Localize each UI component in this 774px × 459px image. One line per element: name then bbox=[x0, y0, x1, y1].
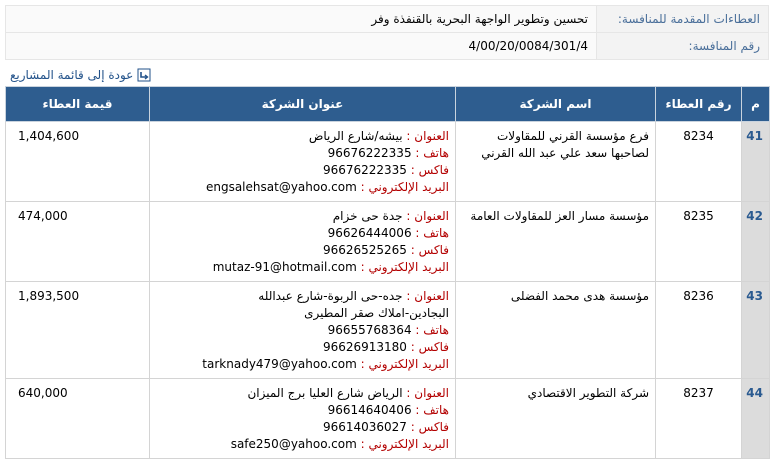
email-line-value: engsalehsat@yahoo.com bbox=[205, 180, 357, 194]
header-company-name[interactable]: اسم الشركة bbox=[456, 87, 656, 122]
company-name bbox=[456, 202, 656, 282]
email-line-label: البريد الإلكتروني : bbox=[356, 180, 449, 194]
bid-number: 8237 bbox=[656, 379, 742, 459]
bid-number: 8234 bbox=[656, 122, 742, 202]
fax-line-label: فاكس : bbox=[406, 420, 449, 434]
fax-line-value: 96626913180 bbox=[322, 340, 407, 354]
company-name-line: مؤسسة مسار العز للمقاولات العامة bbox=[470, 209, 649, 223]
address-line-value: الرياض شارع العليا برج الميزان bbox=[247, 386, 403, 400]
company-name bbox=[456, 122, 656, 202]
phone-line bbox=[156, 225, 449, 242]
email-line-label: البريد الإلكتروني : bbox=[356, 437, 449, 451]
fax-line bbox=[156, 419, 449, 436]
address-line-cont: البجادين-املاك صقر المطيرى bbox=[304, 306, 449, 320]
competition-number-label: رقم المنافسة: bbox=[597, 33, 769, 60]
phone-line-label: هاتف : bbox=[411, 226, 449, 240]
competition-title: تحسين وتطوير الواجهة البحرية بالقنفذة وفر bbox=[6, 6, 597, 33]
phone-line bbox=[156, 145, 449, 162]
fax-line-value: 96626525265 bbox=[322, 243, 407, 257]
fax-line-label: فاكس : bbox=[406, 163, 449, 177]
phone-line bbox=[156, 402, 449, 419]
competition-info bbox=[5, 5, 769, 60]
address-line bbox=[156, 128, 449, 145]
address-line-label: العنوان : bbox=[402, 289, 449, 303]
row-index[interactable]: 43 bbox=[742, 282, 770, 379]
table-row bbox=[6, 282, 770, 379]
company-address bbox=[150, 122, 456, 202]
address-line-label: العنوان : bbox=[402, 209, 449, 223]
fax-line bbox=[156, 242, 449, 259]
bid-value: 1,404,600 bbox=[6, 122, 150, 202]
company-name-line: فرع مؤسسة القرني للمقاولات bbox=[496, 129, 649, 143]
email-line bbox=[156, 436, 449, 453]
email-line-label: البريد الإلكتروني : bbox=[356, 260, 449, 274]
phone-line-label: هاتف : bbox=[411, 323, 449, 337]
fax-line-value: 96676222335 bbox=[322, 163, 407, 177]
address-line bbox=[156, 385, 449, 402]
address-line bbox=[156, 288, 449, 305]
address-line-label: العنوان : bbox=[402, 386, 449, 400]
company-name-line: لصاحبها سعد علي عبد الله القرني bbox=[481, 146, 649, 160]
email-line bbox=[156, 179, 449, 196]
table-row bbox=[6, 379, 770, 459]
address-line bbox=[156, 208, 449, 225]
email-line-value: tarknady479@yahoo.com bbox=[202, 357, 357, 371]
bid-number: 8235 bbox=[656, 202, 742, 282]
bid-value: 1,893,500 bbox=[6, 282, 150, 379]
phone-line-value: 96626444006 bbox=[327, 226, 412, 240]
company-name bbox=[456, 282, 656, 379]
email-line-value: safe250@yahoo.com bbox=[230, 437, 357, 451]
email-line bbox=[156, 356, 449, 373]
email-line-label: البريد الإلكتروني : bbox=[356, 357, 449, 371]
bid-number: 8236 bbox=[656, 282, 742, 379]
phone-line-value: 96676222335 bbox=[327, 146, 412, 160]
fax-line-label: فاكس : bbox=[406, 243, 449, 257]
header-index[interactable]: م bbox=[742, 87, 770, 122]
phone-line-label: هاتف : bbox=[411, 403, 449, 417]
row-index[interactable]: 42 bbox=[742, 202, 770, 282]
offers-label: العطاءات المقدمة للمنافسة: bbox=[597, 6, 769, 33]
address-line-value: بيشه/شارع الرياض bbox=[308, 129, 403, 143]
back-arrow-icon bbox=[137, 68, 151, 82]
phone-line-value: 96614640406 bbox=[327, 403, 412, 417]
header-company-address[interactable]: عنوان الشركة bbox=[150, 87, 456, 122]
competition-number: 4/00/20/0084/301/4 bbox=[6, 33, 597, 60]
phone-line-value: 96655768364 bbox=[327, 323, 412, 337]
phone-line-label: هاتف : bbox=[411, 146, 449, 160]
email-line-value: mutaz-91@hotmail.com bbox=[212, 260, 357, 274]
phone-line bbox=[156, 322, 449, 339]
fax-line-label: فاكس : bbox=[406, 340, 449, 354]
company-address bbox=[150, 379, 456, 459]
back-to-projects-link[interactable] bbox=[10, 66, 151, 84]
fax-line-value: 96614036027 bbox=[322, 420, 407, 434]
address-line-value: جده-حى الربوة-شارع عبدالله bbox=[258, 289, 403, 303]
address-line-label: العنوان : bbox=[402, 129, 449, 143]
email-line bbox=[156, 259, 449, 276]
header-bid-number[interactable]: رقم العطاء bbox=[656, 87, 742, 122]
bid-value: 474,000 bbox=[6, 202, 150, 282]
table-header-row bbox=[6, 87, 770, 122]
fax-line bbox=[156, 339, 449, 356]
table-row bbox=[6, 122, 770, 202]
bid-value: 640,000 bbox=[6, 379, 150, 459]
offers-table bbox=[5, 86, 770, 459]
company-address bbox=[150, 202, 456, 282]
company-name bbox=[456, 379, 656, 459]
fax-line bbox=[156, 162, 449, 179]
company-address bbox=[150, 282, 456, 379]
company-name-line: مؤسسة هدى محمد الفضلى bbox=[510, 289, 649, 303]
row-index[interactable]: 41 bbox=[742, 122, 770, 202]
table-row bbox=[6, 202, 770, 282]
address-line-value: جدة حى خزام bbox=[332, 209, 403, 223]
header-bid-value[interactable]: قيمة العطاء bbox=[6, 87, 150, 122]
back-link-label: عودة إلى قائمة المشاريع bbox=[10, 68, 134, 82]
row-index[interactable]: 44 bbox=[742, 379, 770, 459]
company-name-line: شركة التطوير الاقتصادي bbox=[527, 386, 649, 400]
